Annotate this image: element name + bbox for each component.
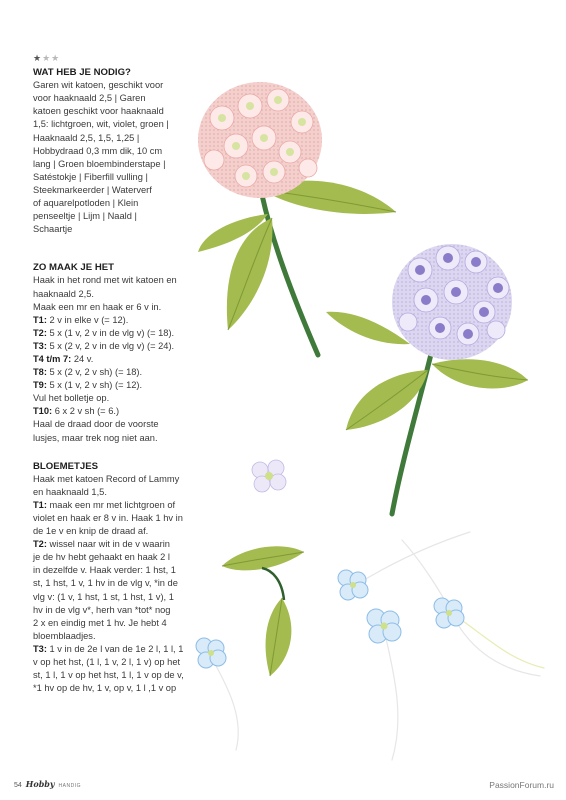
- instructions-line: Vul het bolletje op.: [33, 393, 110, 404]
- flowers-line: en haaknaald 1,5.: [33, 486, 107, 497]
- round-text: 5 x (1 v, 2 v sh) (= 12).: [46, 380, 143, 391]
- round-text: 1 v in de 2e l van de 1e 2 l, 1 l, 1: [46, 643, 184, 654]
- leaf-stem-wire: [262, 568, 284, 600]
- site-credit: PassionForum.ru: [489, 780, 554, 790]
- flowers-line: Haak met katoen Record of Lammy: [33, 473, 180, 484]
- round-text: 24 v.: [71, 353, 94, 364]
- materials-line: Schaartje: [33, 224, 73, 235]
- materials-line: of aquarelpotloden | Klein: [33, 198, 139, 209]
- materials-line: penseeltje | Lijm | Naald |: [33, 211, 137, 222]
- crochet-leaves: [222, 546, 304, 676]
- materials-line: lang | Groen bloembinderstape |: [33, 158, 166, 169]
- flowers-heading: BLOEMETJES: [33, 460, 99, 472]
- rating-empty: ★★: [42, 53, 61, 63]
- round-text: wissel naar wit in de v waarin: [46, 539, 170, 550]
- flowers-line: hv in de vlg v*, herh van *tot* nog: [33, 604, 171, 615]
- round-label: T10:: [33, 406, 53, 417]
- flowers-line: v op het hst, (1 l, 1 v, 2 l, 1 v) op het: [33, 657, 181, 668]
- round-label: T3:: [33, 643, 47, 654]
- page-number: 54: [14, 782, 22, 789]
- leaf-vertical: [266, 598, 292, 676]
- flowers-line: vlg v: (1 v, 1 hst, 1 st, 1 hst, 1 v), 1: [33, 591, 174, 602]
- flowers-line: 2 x en eindig met 1 hv. Je hebt 4: [33, 617, 167, 628]
- materials-line: Garen wit katoen, geschikt voor: [33, 80, 164, 91]
- flowers-line: st, 1 l, 1 v op het hst, 1 l, 1 v op de v,: [33, 670, 184, 681]
- materials-line: katoen geschikt voor haaknaald: [33, 106, 164, 117]
- round-text: 2 v in elke v (= 12).: [46, 314, 129, 325]
- round-text: 5 x (2 v, 2 v in de vlg v) (= 24).: [46, 340, 175, 351]
- flowers-line: st, 1 hst, 1 v, 1 hv in de vlg v, *in de: [33, 578, 178, 589]
- magazine-logo: Hobby: [25, 779, 55, 789]
- round-label: T2:: [33, 539, 47, 550]
- magazine-logo-sub: HANDIG: [58, 783, 81, 789]
- page-footer: [14, 779, 81, 789]
- materials-heading: WAT HEB JE NODIG?: [33, 67, 131, 79]
- round-label: T8:: [33, 367, 47, 378]
- flowers-line: *1 hv op de hv, 1 v, op v, 1 l ,1 v op: [33, 683, 177, 694]
- materials-line: 1,5: lichtgroen, wit, violet, groen |: [33, 119, 169, 130]
- materials-line: Satéstokje | Fiberfill vulling |: [33, 171, 148, 182]
- instructions-line: Haal de draad door de voorste: [33, 419, 159, 430]
- flowers-line: in dezelfde v. Haak verder: 1 hst, 1: [33, 565, 176, 576]
- instructions-line: haaknaald 2,5.: [33, 288, 94, 299]
- flowers-line: de 1e v en knip de draad af.: [33, 526, 149, 537]
- flowers-line: bloemblaadjes.: [33, 630, 96, 641]
- instructions-line: Maak een mr en haak er 6 v in.: [33, 301, 162, 312]
- materials-line: Steekmarkeerder | Waterverf: [33, 184, 152, 195]
- round-text: 6 x 2 v sh (= 6.): [52, 406, 120, 417]
- small-lilac-blossom: [252, 460, 286, 492]
- instructions-heading: ZO MAAK JE HET: [33, 262, 115, 274]
- violet-hydrangea: [326, 244, 528, 514]
- rating-filled: ★: [33, 53, 43, 63]
- flowers-line: je de hv hebt gehaakt en haak 2 l: [33, 552, 170, 563]
- pink-hydrangea: [198, 82, 396, 355]
- instructions-line: lusjes, maar trek nog niet aan.: [33, 432, 158, 443]
- materials-line: Haaknaald 2,5, 1,5, 1,25 |: [33, 132, 140, 143]
- round-label: T4 t/m 7:: [33, 353, 72, 364]
- materials-line: Hobbydraad 0,3 mm dik, 10 cm: [33, 145, 163, 156]
- round-text: 5 x (1 v, 2 v in de vlg v) (= 18).: [46, 327, 175, 338]
- round-text: maak een mr met lichtgroen of: [46, 499, 176, 510]
- round-label: T1:: [33, 314, 47, 325]
- materials-line: voor haaknaald 2,5 | Garen: [33, 93, 146, 104]
- round-label: T3:: [33, 340, 47, 351]
- round-label: T2:: [33, 327, 47, 338]
- round-text: 5 x (2 v, 2 v sh) (= 18).: [46, 367, 143, 378]
- flowers-line: violet en haak er 8 v in. Haak 1 hv in: [33, 513, 183, 523]
- instructions-line: Haak in het rond met wit katoen en: [33, 275, 177, 286]
- round-label: T1:: [33, 499, 47, 510]
- round-label: T9:: [33, 380, 47, 391]
